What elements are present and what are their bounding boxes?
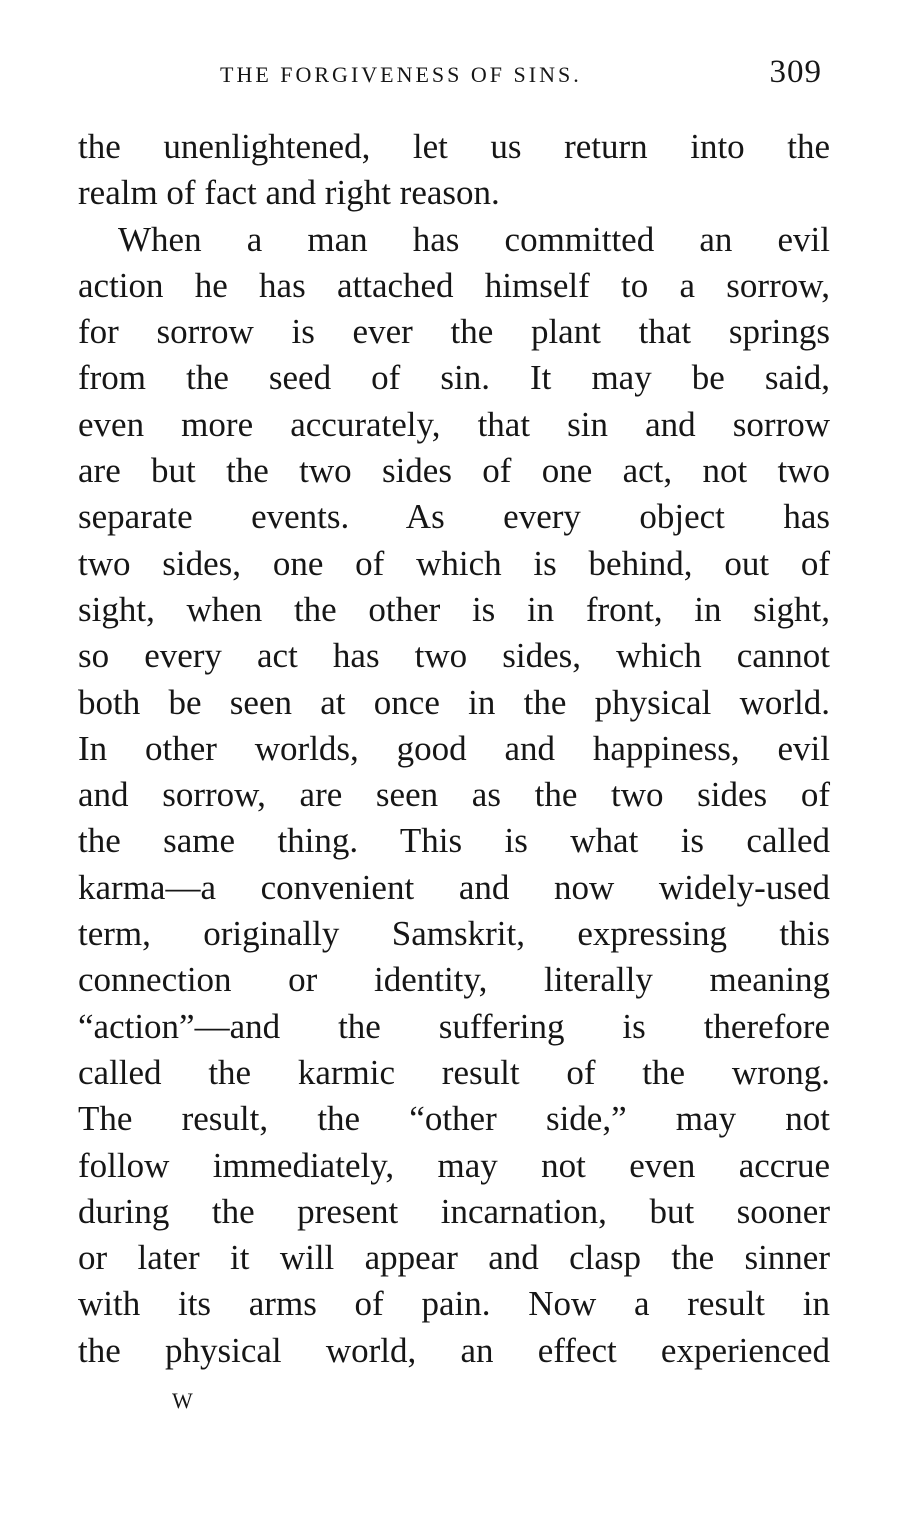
- running-title: THE FORGIVENESS OF SINS.: [220, 62, 582, 87]
- text-line: from the seed of sin. It may be said,: [78, 358, 830, 398]
- body-text: [78, 124, 830, 1374]
- running-head: [78, 54, 830, 98]
- text-line: the unenlightened, let us return into the: [78, 127, 830, 166]
- text-line: When a man has committed an evil: [118, 219, 830, 259]
- text-line: In other worlds, good and happiness, evil: [78, 728, 830, 768]
- text-line: two sides, one of which is behind, out of: [78, 543, 830, 583]
- text-line: the same thing. This is what is called: [78, 821, 830, 861]
- text-line: the physical world, an effect experienced: [78, 1330, 830, 1370]
- signature-mark: W: [172, 1388, 194, 1413]
- text-line: action he has attached himself to a sorrow,: [78, 265, 830, 305]
- text-line: karma—a convenient and now widely-used: [78, 867, 830, 907]
- text-line: even more accurately, that sin and sorrow: [78, 404, 830, 444]
- text-line: or later it will appear and clasp the sinner: [78, 1238, 830, 1278]
- text-line: sight, when the other is in front, in sight,: [78, 589, 830, 629]
- text-line: during the present incarnation, but sooner: [78, 1191, 830, 1231]
- text-line: and sorrow, are seen as the two sides of: [78, 775, 830, 815]
- text-line: both be seen at once in the physical world.: [78, 682, 830, 722]
- text-line: called the karmic result of the wrong.: [78, 1052, 830, 1092]
- text-line: so every act has two sides, which cannot: [78, 636, 830, 676]
- text-line: The result, the “other side,” may not: [78, 1099, 830, 1139]
- text-line: realm of fact and right reason.: [78, 173, 500, 213]
- text-line: for sorrow is ever the plant that springs: [78, 312, 830, 352]
- text-line: follow immediately, may not even accrue: [78, 1145, 830, 1185]
- text-line: separate events. As every object has: [78, 497, 830, 537]
- text-line: connection or identity, literally meaning: [78, 960, 830, 1000]
- text-line: term, originally Samskrit, expressing this: [78, 914, 830, 954]
- text-line: with its arms of pain. Now a result in: [78, 1284, 830, 1324]
- text-line: “action”—and the suffering is therefore: [78, 1006, 830, 1046]
- page-number: 309: [769, 54, 822, 90]
- text-line: are but the two sides of one act, not two: [78, 451, 830, 491]
